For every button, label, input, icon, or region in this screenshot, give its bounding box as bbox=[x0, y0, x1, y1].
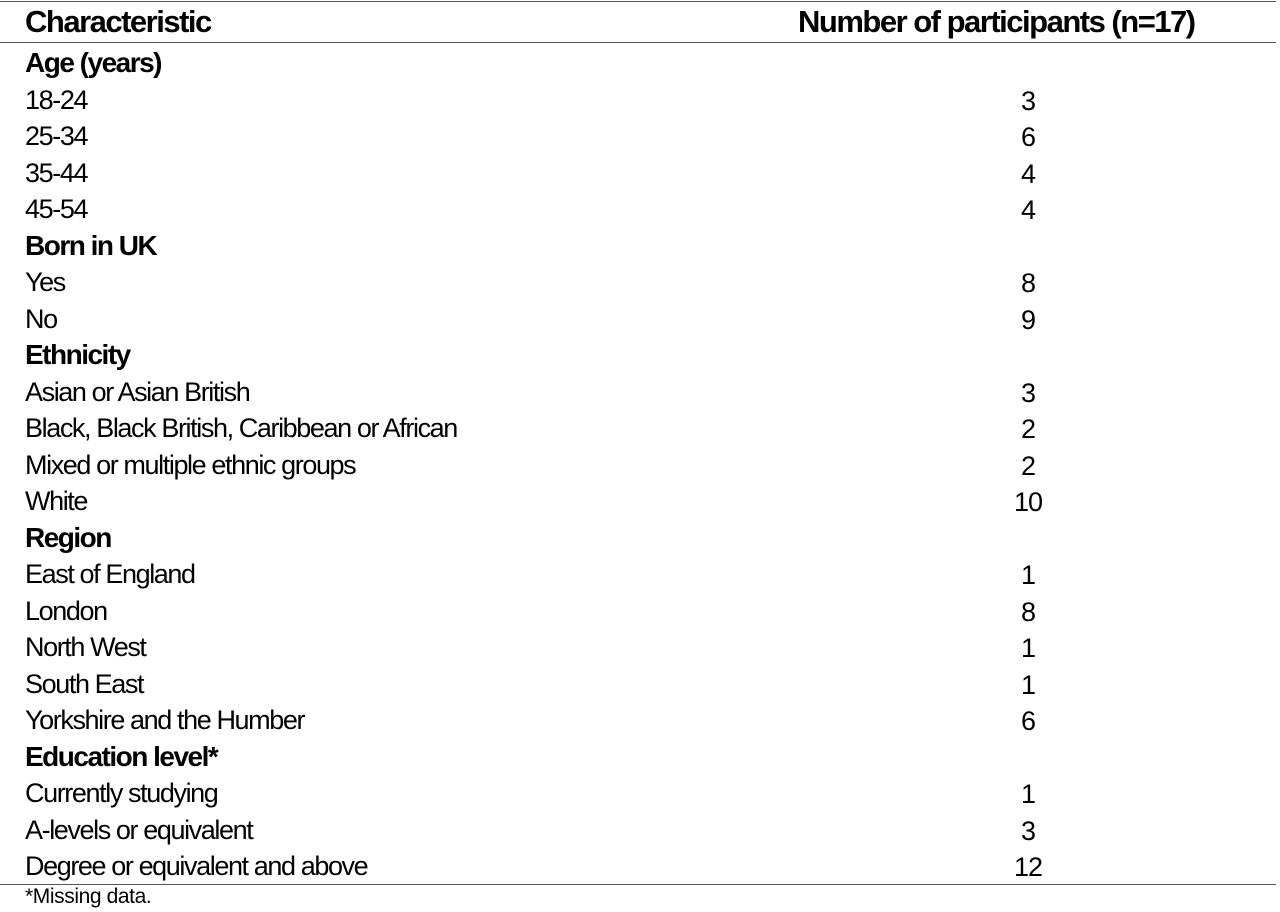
table-row bbox=[0, 410, 1280, 447]
table-row bbox=[0, 264, 1280, 301]
table-row bbox=[0, 483, 1280, 520]
table-body bbox=[0, 45, 1280, 885]
table-header-row bbox=[0, 0, 1280, 42]
row-label: 35-44 bbox=[25, 157, 88, 188]
row-count: 1 bbox=[1020, 779, 1036, 809]
table-bottom-rule bbox=[0, 884, 1276, 885]
table-section-header bbox=[0, 739, 1280, 776]
section-label: Region bbox=[25, 521, 111, 553]
row-count: 9 bbox=[1020, 304, 1036, 335]
row-label: Degree or equivalent and above bbox=[25, 851, 368, 881]
table-row bbox=[0, 629, 1280, 666]
row-label: 45-54 bbox=[25, 194, 88, 224]
section-label: Ethnicity bbox=[25, 339, 130, 370]
section-label: Age (years) bbox=[25, 47, 162, 78]
table-row bbox=[0, 812, 1280, 849]
row-label: Yes bbox=[25, 267, 65, 297]
row-label: Mixed or multiple ethnic groups bbox=[25, 449, 356, 480]
table-section-header bbox=[0, 520, 1280, 557]
row-label: Black, Black British, Caribbean or African bbox=[25, 413, 457, 443]
row-count: 1 bbox=[1020, 669, 1036, 700]
table-section-header bbox=[0, 45, 1280, 82]
row-label: Asian or Asian British bbox=[25, 376, 250, 407]
table-row bbox=[0, 118, 1280, 155]
table-row bbox=[0, 848, 1280, 885]
row-label: Yorkshire and the Humber bbox=[25, 705, 305, 735]
row-label: White bbox=[25, 486, 88, 516]
row-label: No bbox=[25, 303, 57, 334]
row-count: 10 bbox=[1013, 487, 1043, 517]
row-count: 1 bbox=[1020, 560, 1036, 590]
row-label: East of England bbox=[25, 559, 195, 589]
table-row bbox=[0, 82, 1280, 119]
row-count: 3 bbox=[1020, 815, 1036, 846]
section-label: Born in UK bbox=[25, 229, 157, 261]
table-row bbox=[0, 556, 1280, 593]
row-count: 3 bbox=[1020, 377, 1036, 408]
row-label: Currently studying bbox=[25, 778, 218, 808]
row-label: A-levels or equivalent bbox=[25, 814, 253, 845]
row-label: London bbox=[25, 595, 107, 626]
row-label: 18-24 bbox=[25, 84, 88, 115]
row-count: 1 bbox=[1020, 633, 1036, 663]
table-row bbox=[0, 191, 1280, 228]
row-count: 3 bbox=[1020, 85, 1036, 116]
row-count: 12 bbox=[1013, 852, 1043, 882]
table-row bbox=[0, 374, 1280, 411]
row-label: 25-34 bbox=[25, 121, 88, 151]
row-count: 8 bbox=[1020, 268, 1036, 298]
table-row bbox=[0, 666, 1280, 703]
column-header-characteristic: Characteristic bbox=[25, 4, 211, 39]
table-row bbox=[0, 775, 1280, 812]
section-label: Education level* bbox=[25, 740, 218, 772]
column-header-participant-count: Number of participants (n=17) bbox=[798, 4, 1195, 39]
table-row bbox=[0, 301, 1280, 338]
table-row bbox=[0, 702, 1280, 739]
row-count: 2 bbox=[1020, 450, 1036, 481]
row-count: 4 bbox=[1020, 195, 1036, 225]
row-count: 6 bbox=[1020, 122, 1036, 152]
row-label: North West bbox=[25, 632, 146, 662]
row-count: 2 bbox=[1020, 414, 1036, 444]
table-footnote: *Missing data. bbox=[25, 885, 152, 908]
table-section-header bbox=[0, 337, 1280, 374]
row-count: 6 bbox=[1020, 706, 1036, 736]
table-row bbox=[0, 593, 1280, 630]
row-label: South East bbox=[25, 668, 144, 699]
row-count: 8 bbox=[1020, 596, 1036, 627]
row-count: 4 bbox=[1020, 158, 1036, 189]
table-header-rule bbox=[0, 42, 1276, 43]
table-row bbox=[0, 155, 1280, 192]
table-row bbox=[0, 447, 1280, 484]
table-section-header bbox=[0, 228, 1280, 265]
